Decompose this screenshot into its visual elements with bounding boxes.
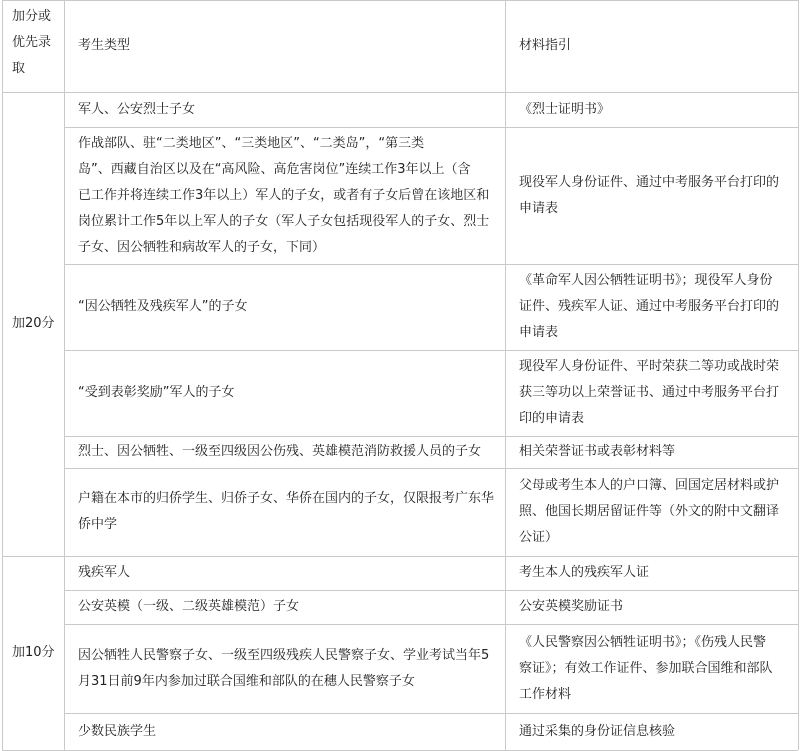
cell-line: 加10分	[12, 645, 55, 660]
type-cell	[64, 127, 505, 264]
cell-line: 相关荣誉证书或表彰材料等	[519, 444, 676, 459]
cell-line: 公证）	[519, 530, 559, 545]
material-cell	[505, 624, 798, 713]
cell-line: 《烈士证明书》	[519, 101, 611, 117]
group-label	[2, 92, 64, 556]
cell-line: 现役军人身份证件、平时荣获二等功或战时荣	[519, 359, 780, 374]
cell-line: 现役军人身份证件、通过中考服务平台打印的	[519, 174, 780, 190]
cell-line: “受到表彰奖励”军人的子女	[78, 385, 235, 400]
cell-line: 《人民警察因公牺牲证明书》；《伤残人民警	[519, 634, 767, 650]
material-cell	[505, 264, 798, 350]
type-cell	[64, 436, 505, 468]
cell-line: 取	[12, 61, 26, 76]
grid-line	[64, 624, 798, 625]
cell-line: 加分或	[12, 9, 52, 24]
cell-line: 作战部队、驻“二类地区”、“三类地区”、“二类岛”，“第三类	[78, 135, 425, 151]
cell-line: 申请表	[519, 200, 559, 216]
cell-line: 因公牺牲人民警察子女、一级至四级残疾人民警察子女、学业考试当年5	[78, 647, 490, 663]
cell-line: 考生类型	[78, 38, 131, 53]
grid-line	[64, 127, 798, 128]
cell-line: 证件、残疾军人证、通过中考服务平台打印的	[519, 299, 780, 314]
header-col-type	[64, 0, 505, 92]
material-cell	[505, 350, 798, 436]
grid-line	[64, 264, 798, 265]
cell-line: 已工作并将连续工作3年以上）军人的子女，或者有子女后曾在该地区和	[78, 187, 490, 203]
type-cell	[64, 590, 505, 624]
grid-line	[64, 436, 798, 437]
type-cell	[64, 556, 505, 590]
material-cell	[505, 590, 798, 624]
cell-line: 公安英模（一级、二级英雄模范）子女	[78, 599, 300, 614]
type-cell	[64, 264, 505, 350]
cell-line: 工作材料	[519, 686, 572, 702]
type-cell	[64, 92, 505, 127]
material-cell	[505, 713, 798, 750]
material-cell	[505, 436, 798, 468]
grid-line	[64, 713, 798, 714]
material-cell	[505, 127, 798, 264]
grid-line	[2, 0, 3, 750]
cell-line: 申请表	[519, 325, 559, 340]
cell-line: 察证》；有效工作证件、参加联合国维和部队	[519, 660, 773, 676]
cell-line: 烈士、因公牺牲、一级至四级因公伤残、英雄模范消防救援人员的子女	[78, 444, 482, 459]
material-cell	[505, 556, 798, 590]
cell-line: 军人、公安烈士子女	[78, 101, 196, 117]
cell-line: “因公牺牲及残疾军人”的子女	[78, 299, 248, 314]
material-cell	[505, 92, 798, 127]
cell-line: 子女、因公牺牲和病故军人的子女，下同）	[78, 239, 326, 255]
grid-line	[798, 0, 799, 750]
header-col-material	[505, 0, 798, 92]
cell-line: 父母或考生本人的户口簿、回国定居材料或护	[519, 478, 780, 493]
cell-line: 岗位累计工作5年以上军人的子女（军人子女包括现役军人的子女、烈士	[78, 213, 490, 229]
grid-line	[64, 468, 798, 469]
material-cell	[505, 468, 798, 556]
grid-line	[2, 0, 798, 1]
cell-line: 残疾军人	[78, 565, 131, 580]
cell-line: 少数民族学生	[78, 723, 157, 739]
cell-line: 侨中学	[78, 517, 118, 532]
type-cell	[64, 468, 505, 556]
grid-line	[2, 92, 798, 93]
group-label	[2, 556, 64, 750]
cell-line: 考生本人的残疾军人证	[519, 565, 650, 580]
cell-line: 通过采集的身份证信息核验	[519, 723, 676, 739]
grid-line	[64, 350, 798, 351]
grid-line	[2, 556, 798, 557]
type-cell	[64, 350, 505, 436]
cell-line: 材料指引	[519, 38, 572, 53]
cell-line: 户籍在本市的归侨学生、归侨子女、华侨在国内的子女，仅限报考广东华	[78, 491, 495, 506]
cell-line: 优先录	[12, 35, 52, 50]
grid-line	[64, 590, 798, 591]
cell-line: 加20分	[12, 316, 55, 331]
cell-line: 照、他国长期居留证件等（外文的附中文翻译	[519, 504, 780, 519]
cell-line: 《革命军人因公牺牲证明书》；现役军人身份	[519, 273, 773, 288]
type-cell	[64, 713, 505, 750]
cell-line: 公安英模奖励证书	[519, 599, 624, 614]
cell-line: 月31日前9年内参加过联合国维和部队的在穗人民警察子女	[78, 673, 415, 689]
grid-line	[505, 0, 506, 750]
cell-line: 获三等功以上荣誉证书、通过中考服务平台打	[519, 385, 780, 400]
grid-line	[64, 0, 65, 750]
cell-line: 印的申请表	[519, 411, 585, 426]
type-cell	[64, 624, 505, 713]
header-col-bonus	[2, 0, 64, 92]
cell-line: 岛”、西藏自治区以及在“高风险、高危害岗位”连续工作3年以上（含	[78, 161, 471, 177]
